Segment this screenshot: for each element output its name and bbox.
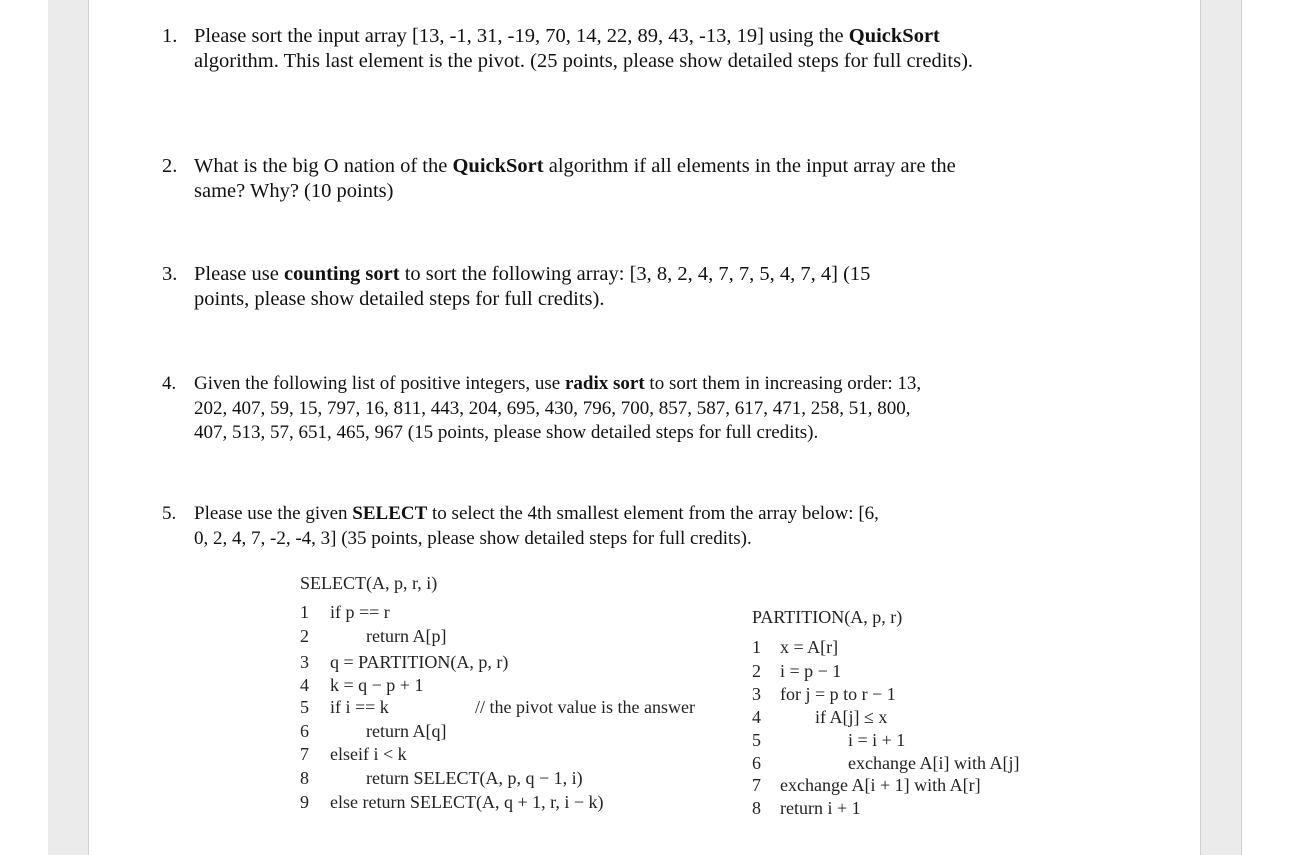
question-text: Given the following list of positive integers, use radix sort to sort them in increasing order: 13, 202, 407, 59, 15, 797, 16, 811, 443, 204, 695, 430, 796, 700, 857, 587, 617, 471, 258, 51, 800, 407, 513, 57, 651, 465, 967 (15 points, please show detailed steps for full credits). <box>194 373 922 443</box>
question-number: 4. <box>162 373 177 394</box>
question-number: 5. <box>162 503 177 524</box>
left-margin <box>0 0 48 855</box>
right-page-gutter <box>1200 0 1242 855</box>
code-comment: // the pivot value is the answer <box>475 697 695 717</box>
partition-pseudocode: PARTITION(A, p, r) 1 x = A[r] 2 i = p − 1 3 for j = p to r − 1 4 if A[j] ≤ x 5 i = i + 1 6 exchange A[i] with A[j] 7 exchange A[i + 1] with A[r] 8 return i + 1 <box>752 607 1020 818</box>
question-number: 2. <box>162 155 178 177</box>
left-page-gutter <box>48 0 89 855</box>
question-text: Please sort the input array [13, -1, 31, -19, 70, 14, 22, 89, 43, -13, 19] using the QuickSort algorithm. This last element is the pivot. (25 points, please show detailed steps for full credits). <box>194 25 974 72</box>
question-text: Please use the given SELECT to select the 4th smallest element from the array below: [6, 0, 2, 4, 7, -2, -4, 3] (35 points, please show detailed steps for full credits). <box>194 503 879 549</box>
select-pseudocode: SELECT(A, p, r, i) 1 if p == r 2 return A[p] 3 q = PARTITION(A, p, r) 4 k = q − p + 1 5 if i == k // the pivot value is the answer 6 return A[q] 7 elseif i < k 8 return SELECT(A, p, q − 1, i) 9 else return SELECT(A, q + 1, r, i − k) <box>300 573 695 812</box>
question-number: 1. <box>162 25 178 47</box>
select-title: SELECT(A, p, r, i) <box>300 573 438 593</box>
question-text: Please use counting sort to sort the following array: [3, 8, 2, 4, 7, 7, 5, 4, 7, 4] (15 points, please show detailed steps for full credits). <box>194 263 871 310</box>
question-text: What is the big O nation of the QuickSort algorithm if all elements in the input array are the same? Why? (10 points) <box>194 155 956 202</box>
question-number: 3. <box>162 263 178 285</box>
partition-title: PARTITION(A, p, r) <box>752 607 903 627</box>
